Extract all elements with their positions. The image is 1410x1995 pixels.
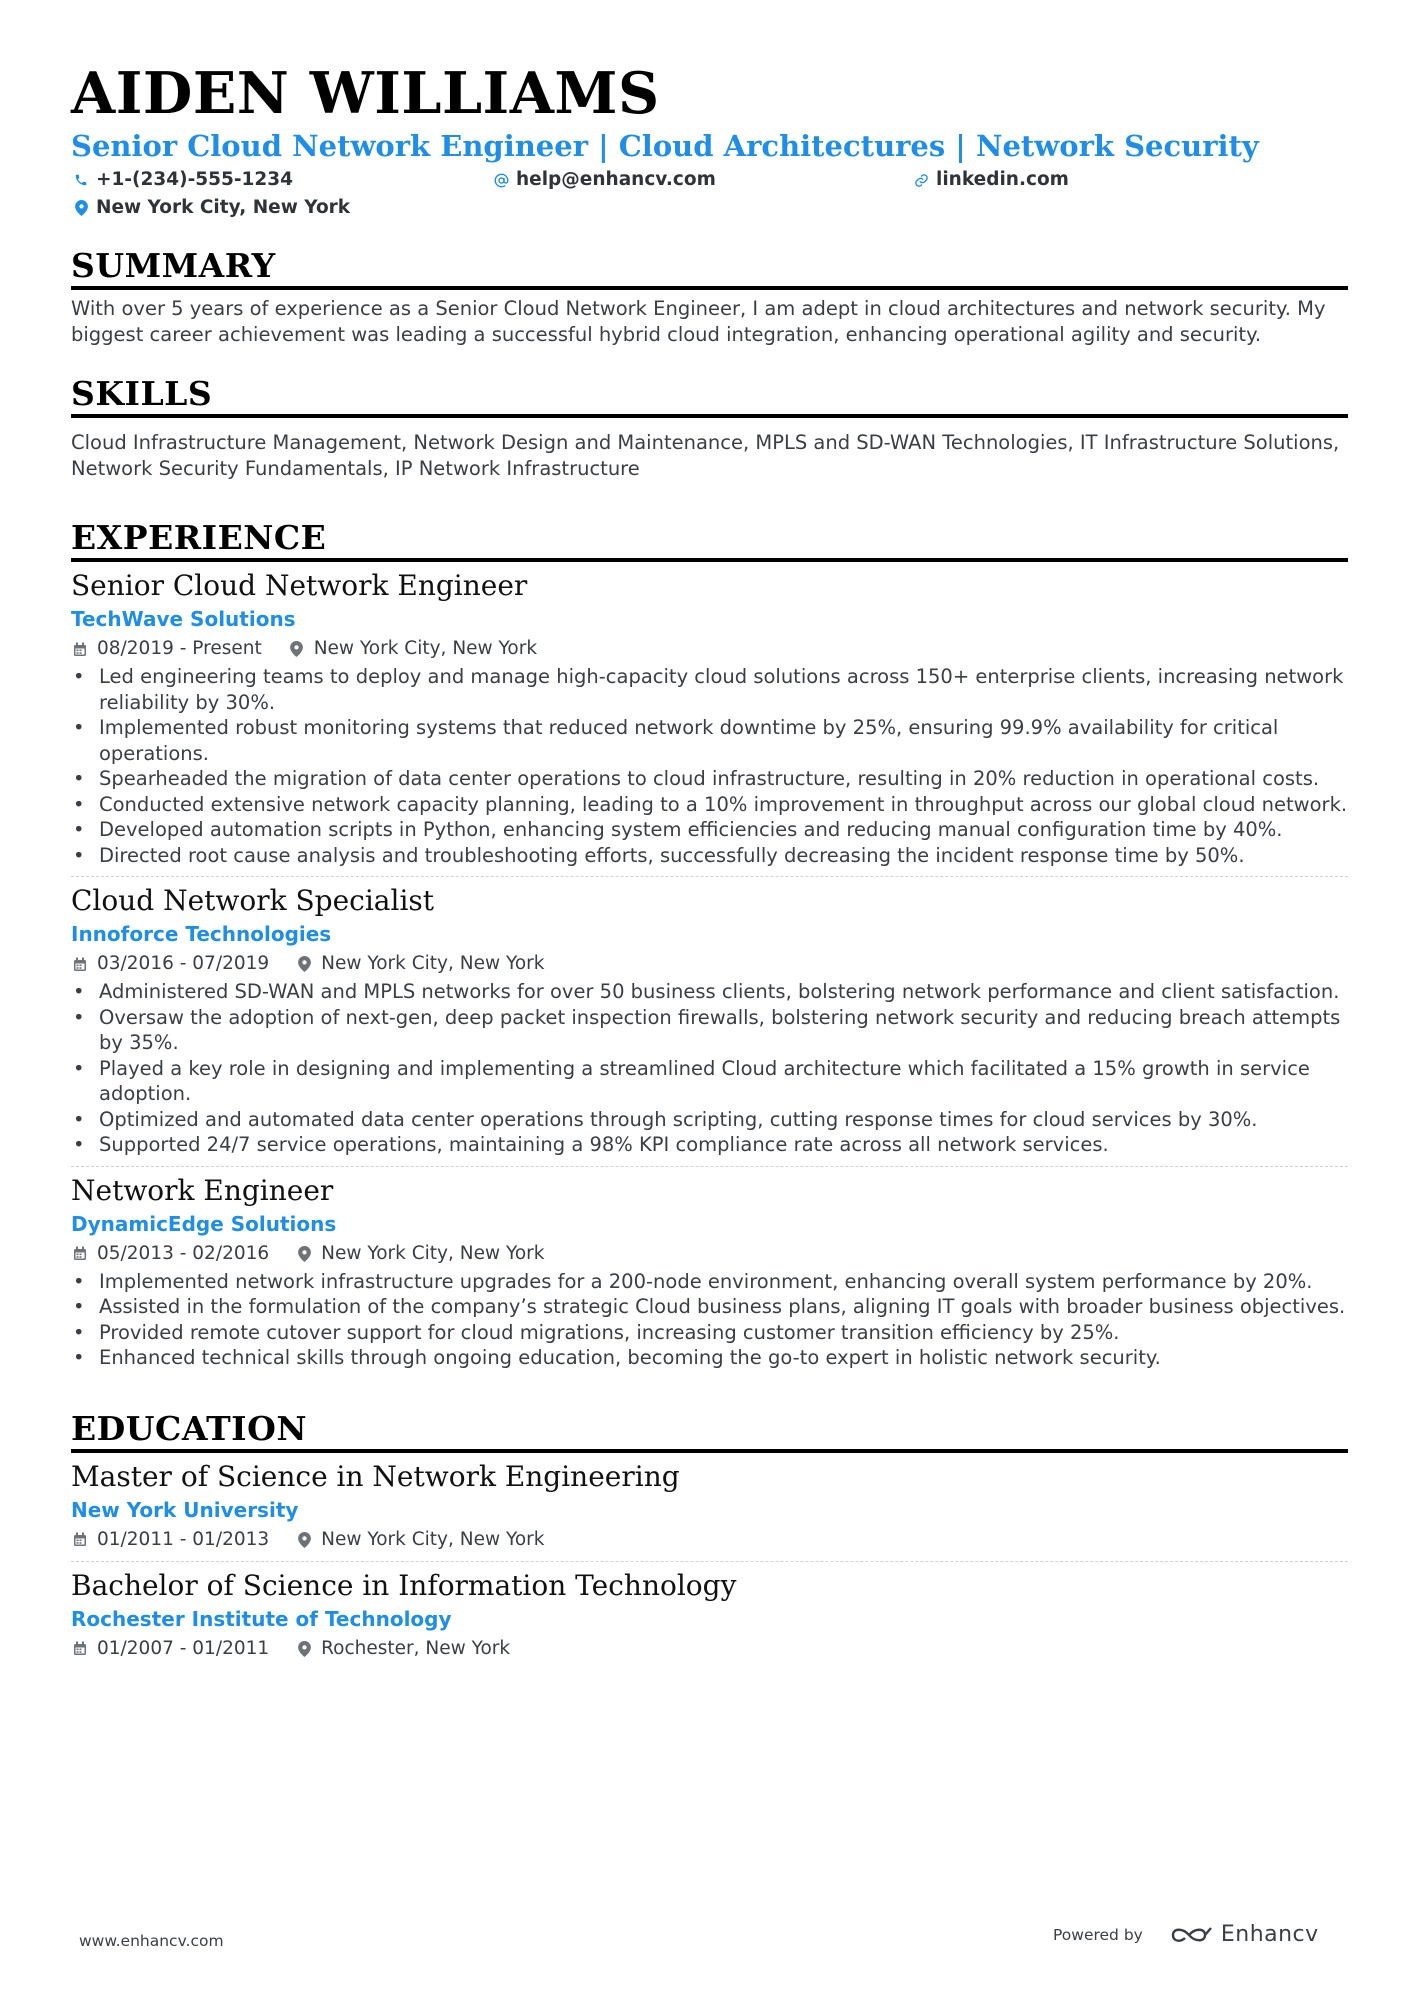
entry-dates: 01/2007 - 01/2011 xyxy=(97,1637,270,1659)
map-pin-icon xyxy=(295,1640,313,1658)
entry-dates: 01/2011 - 01/2013 xyxy=(97,1528,270,1550)
entry-dates: 03/2016 - 07/2019 xyxy=(97,953,270,974)
entry-meta xyxy=(71,951,1348,977)
contact-phone[interactable] xyxy=(71,168,491,192)
achievement-bullet: • Assisted in the formulation of the company’s strategic Cloud business plans, aligning IT goals with broader business objectives. xyxy=(71,1294,1348,1320)
linkedin-text: linkedin.com xyxy=(936,169,1069,190)
experience-section xyxy=(71,518,1348,1379)
calendar-icon xyxy=(71,1640,89,1658)
summary-text: With over 5 years of experience as a Senior Cloud Network Engineer, I am adept in cloud architectures and network security. My biggest career achievement was leading a successful hybrid cloud integration, enhancing operational agility and security. xyxy=(71,297,1326,346)
skills-section xyxy=(71,374,1348,482)
entry-meta xyxy=(71,1636,1348,1662)
school-name[interactable]: Rochester Institute of Technology xyxy=(71,1606,452,1631)
degree-title: Bachelor of Science in Information Technology xyxy=(71,1568,737,1602)
education-entry xyxy=(71,1568,1348,1670)
achievement-bullet: • Oversaw the adoption of next-gen, deep packet inspection firewalls, bolstering network security and reducing breach attempts by 35%. xyxy=(71,1005,1348,1056)
entry-location: New York City, New York xyxy=(321,1242,545,1264)
candidate-headline: Senior Cloud Network Engineer | Cloud Architectures | Network Security xyxy=(71,129,1259,163)
achievement-bullet: • Optimized and automated data center operations through scripting, cutting response times for cloud services by 30%. xyxy=(71,1107,1348,1133)
company-name[interactable]: DynamicEdge Solutions xyxy=(71,1211,337,1236)
entry-dates: 08/2019 - Present xyxy=(97,638,262,659)
link-icon xyxy=(911,170,931,190)
map-pin-icon xyxy=(295,1245,313,1263)
education-list xyxy=(71,1459,1348,1670)
entry-dates: 05/2013 - 02/2016 xyxy=(97,1242,270,1264)
entry-location: Rochester, New York xyxy=(321,1637,511,1659)
map-pin-icon xyxy=(295,955,313,973)
entry-meta xyxy=(71,1527,1348,1553)
company-name[interactable]: TechWave Solutions xyxy=(71,607,296,631)
map-pin-icon xyxy=(295,1531,313,1549)
calendar-icon xyxy=(71,1531,89,1549)
candidate-name: AIDEN WILLIAMS xyxy=(71,60,660,127)
achievement-list xyxy=(71,1269,1348,1371)
section-title-summary: SUMMARY xyxy=(71,246,1348,290)
map-pin-icon xyxy=(288,640,306,658)
achievement-bullet: • Enhanced technical skills through ongoing education, becoming the go-to expert in holistic network security. xyxy=(71,1345,1348,1371)
achievement-bullet: • Implemented network infrastructure upgrades for a 200-node environment, enhancing overall system performance by 20%. xyxy=(71,1269,1348,1295)
map-pin-icon xyxy=(71,198,91,218)
powered-by-text: Powered by xyxy=(1053,1925,1143,1944)
entry-meta xyxy=(71,1241,1348,1267)
at-sign-icon xyxy=(491,170,511,190)
footer-branding xyxy=(1053,1922,1319,1947)
job-title: Network Engineer xyxy=(71,1173,334,1207)
resume-page xyxy=(71,60,1348,1670)
section-title-skills: SKILLS xyxy=(71,374,1348,418)
summary-section xyxy=(71,246,1348,348)
achievement-list xyxy=(71,979,1348,1158)
achievement-bullet: • Played a key role in designing and implementing a streamlined Cloud architecture which facilitated a 15% growth in service adoption. xyxy=(71,1056,1348,1107)
entry-meta xyxy=(71,636,1348,662)
achievement-bullet: • Administered SD-WAN and MPLS networks for over 50 business clients, bolstering network performance and client satisfaction. xyxy=(71,979,1348,1005)
experience-entry xyxy=(71,883,1348,1167)
contact-info xyxy=(71,168,1348,220)
education-section xyxy=(71,1409,1348,1670)
contact-linkedin[interactable] xyxy=(911,168,1331,192)
job-title: Cloud Network Specialist xyxy=(71,884,435,917)
degree-title: Master of Science in Network Engineering xyxy=(71,1459,680,1493)
experience-entry xyxy=(71,568,1348,877)
experience-entry xyxy=(71,1173,1348,1379)
education-entry xyxy=(71,1459,1348,1562)
phone-icon xyxy=(71,170,91,190)
achievement-bullet: • Provided remote cutover support for cloud migrations, increasing customer transition efficiency by 25%. xyxy=(71,1320,1348,1346)
achievement-bullet: • Spearheaded the migration of data center operations to cloud infrastructure, resulting in 20% reduction in operational costs. xyxy=(71,766,1348,792)
achievement-bullet: • Implemented robust monitoring systems that reduced network downtime by 25%, ensuring 99.9% availability for critical operations. xyxy=(71,715,1348,766)
resume-header xyxy=(71,60,1348,220)
section-title-education: EDUCATION xyxy=(71,1409,1348,1453)
achievement-list xyxy=(71,664,1348,868)
calendar-icon xyxy=(71,640,89,658)
school-name[interactable]: New York University xyxy=(71,1497,299,1522)
skills-text: Cloud Infrastructure Management, Network Design and Maintenance, MPLS and SD-WAN Technologies, IT Infrastructure Solutions, Network Security Fundamentals, IP Network Infrastructure xyxy=(71,431,1340,480)
achievement-bullet: • Developed automation scripts in Python, enhancing system efficiencies and reducing manual configuration time by 40%. xyxy=(71,817,1348,843)
contact-location xyxy=(71,196,491,220)
section-title-experience: EXPERIENCE xyxy=(71,518,1348,562)
email-text: help@enhancv.com xyxy=(516,169,716,190)
footer-website[interactable]: www.enhancv.com xyxy=(79,1932,224,1950)
achievement-bullet: • Supported 24/7 service operations, maintaining a 98% KPI compliance rate across all network services. xyxy=(71,1132,1348,1158)
achievement-bullet: • Conducted extensive network capacity planning, leading to a 10% improvement in throughput across our global cloud network. xyxy=(71,792,1348,818)
entry-location: New York City, New York xyxy=(321,953,545,974)
entry-location: New York City, New York xyxy=(313,638,538,659)
entry-location: New York City, New York xyxy=(321,1528,545,1550)
contact-email[interactable] xyxy=(491,168,911,192)
job-title: Senior Cloud Network Engineer xyxy=(71,569,528,602)
brand-name: Enhancv xyxy=(1220,1922,1319,1947)
calendar-icon xyxy=(71,955,89,973)
phone-text: +1-(234)-555-1234 xyxy=(96,169,294,190)
calendar-icon xyxy=(71,1245,89,1263)
experience-list xyxy=(71,568,1348,1379)
company-name[interactable]: Innoforce Technologies xyxy=(71,922,332,946)
achievement-bullet: • Directed root cause analysis and troubleshooting efforts, successfully decreasing the incident response time by 50%. xyxy=(71,843,1348,869)
enhancv-logo-icon xyxy=(1169,1924,1215,1946)
achievement-bullet: • Led engineering teams to deploy and manage high-capacity cloud solutions across 150+ enterprise clients, increasing network reliability by 30%. xyxy=(71,664,1348,715)
location-text: New York City, New York xyxy=(96,197,351,218)
